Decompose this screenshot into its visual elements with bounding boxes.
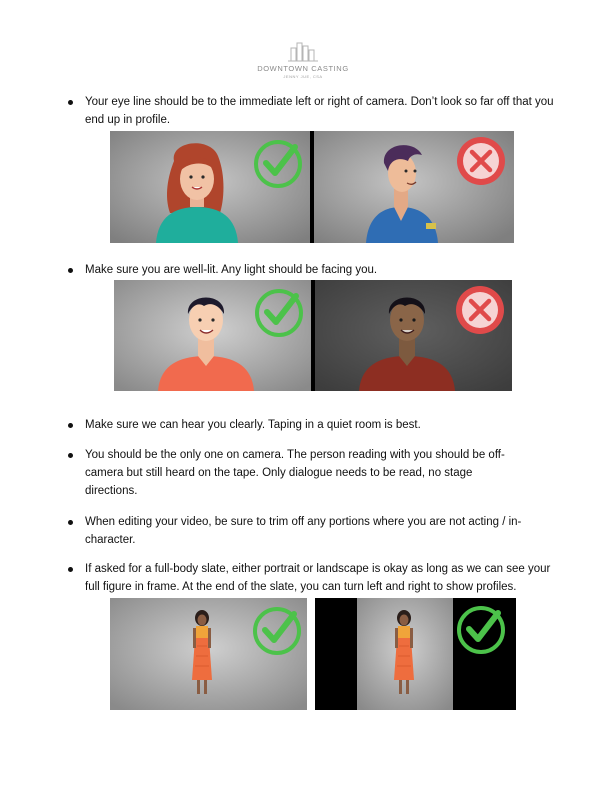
bullet-dot — [68, 567, 73, 572]
bullet-text: When editing your video, be sure to trim off any portions where you are not acting / in-character. — [85, 516, 522, 546]
image-fullbody-portrait-correct — [315, 598, 516, 710]
bullet-dot — [68, 100, 73, 105]
bullet-text: Your eye line should be to the immediate left or right of camera. Don’t look so far off that you end up in profile. — [85, 96, 554, 126]
image-man-profile-incorrect — [314, 131, 514, 243]
bullet-text: Make sure we can hear you clearly. Taping in a quiet room is best. — [85, 419, 421, 431]
bullet-dot — [68, 453, 73, 458]
bullet-dot — [68, 268, 73, 273]
image-fullbody-landscape-correct — [110, 598, 307, 710]
bullet-text: You should be the only one on camera. The person reading with you should be off-camera but still heard on the tape. Only dialogue needs to be read, no stage directions. — [85, 449, 505, 497]
x-circle-icon — [456, 286, 504, 334]
logo-subtitle: JENNY JUE, CSA — [283, 74, 323, 79]
bullet-dot — [68, 423, 73, 428]
bullet-dot — [68, 520, 73, 525]
image-man-well-lit-correct — [114, 280, 311, 391]
image-woman-eyeline-correct — [110, 131, 310, 243]
image-man-dark-incorrect — [315, 280, 512, 391]
logo-title: DOWNTOWN CASTING — [257, 64, 349, 73]
bullet-text: Make sure you are well-lit. Any light should be facing you. — [85, 264, 378, 276]
bullet-text: If asked for a full-body slate, either portrait or landscape is okay as long as we can see your full figure in frame. At the end of the slate, you can turn left and right to show profiles. — [85, 563, 551, 593]
company-logo — [248, 40, 358, 79]
city-skyline-icon — [288, 40, 318, 62]
x-circle-icon — [457, 137, 505, 185]
